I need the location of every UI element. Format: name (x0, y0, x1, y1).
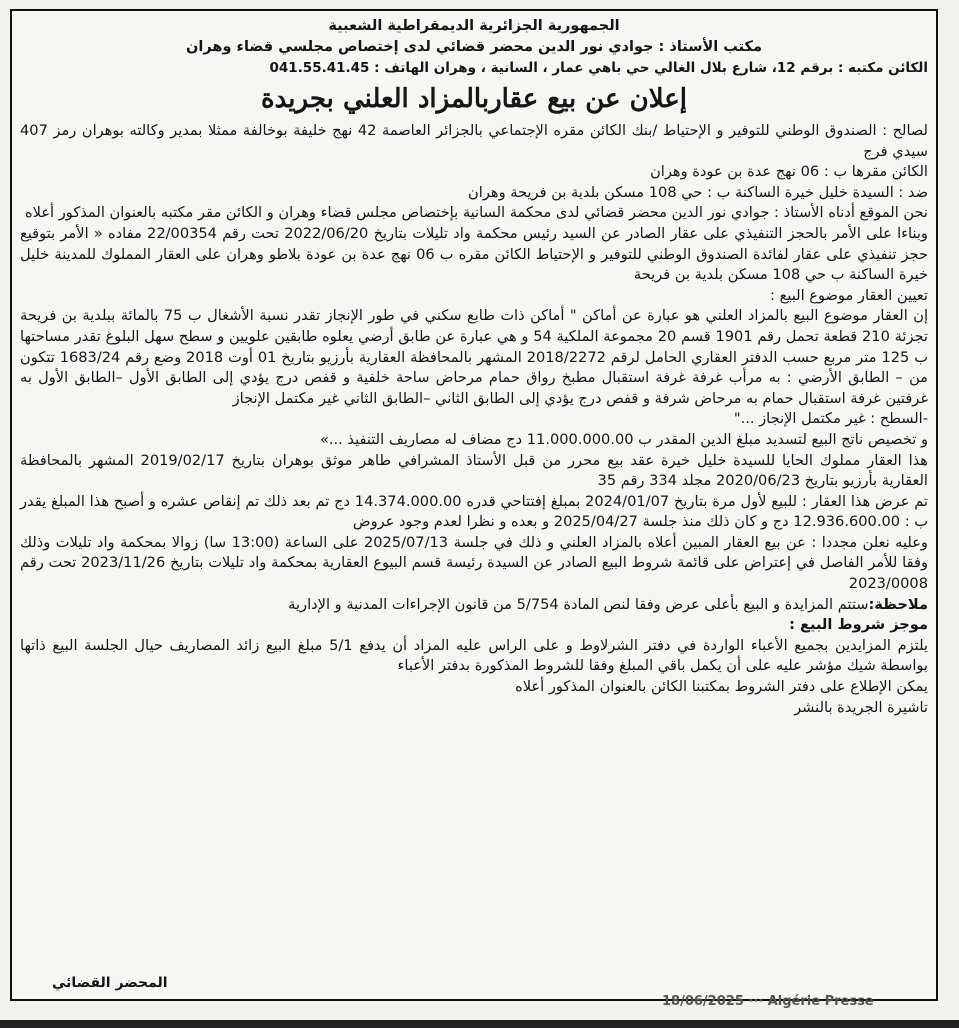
legal-notice (10, 9, 938, 1001)
paragraph-debt: و تخصيص ناتج البيع لتسديد مبلغ الدين المقدر ب 11.000.000.00 دج مضاف له مصاريف التنفيذ ...» (319, 430, 928, 448)
note (20, 595, 928, 616)
condition-visa: تاشيرة الجريدة بالنشر (794, 698, 928, 716)
paragraph-ownership: هذا العقار مملوك الحايا للسيدة خليل خيرة عقد بيع محرر من قبل الأستاذ المشرافي طاهر موثق بوهران بتاريخ 2019/02/17 المشهر بالمحافظة العقارية بأرزيو بتاريخ 2020/06/23 مجلد 334 رقم 35 (20, 451, 928, 490)
paragraph-beneficiary-address: الكائن مقرها ب : 06 نهج عدة بن عودة وهران (650, 163, 928, 181)
paragraph-against: ضد : السيدة خليل خيرة الساكنة ب : حي 108 مسكن بلدية بن فريحة وهران (468, 183, 928, 201)
notice-body (20, 121, 928, 718)
paragraph-new-auction: وعليه نعلن مجددا : عن بيع العقار المبين أعلاه بالمزاد العلني و ذلك في جلسة 2025/07/13 على الساعة (13:00 سا) زوالا بمحكمة واد تليلات وذلك وفقا للأمر الفاصل في إعتراض على قائمة شروط البيع الصادر عن السيدة رئيسة قسم البيوع العقارية بمحكمة واد تليلات بتاريخ 2023/11/26 تحت رقم 2023/0008 (20, 533, 928, 593)
paragraph-property-heading: تعيين العقار موضوع البيع : (770, 286, 928, 304)
notice-title: إعلان عن بيع عقاربالمزاد العلني بجريدة (261, 84, 687, 114)
note-text: ستتم المزايدة و البيع بأعلى عرض وفقا لنص المادة 5/754 من قانون الإجراءات المدنية و الإدارية (288, 595, 869, 613)
paragraph-roof: -السطح : غير مكتمل الإنجاز ..." (733, 410, 928, 428)
footer-stamp: 18/06/2025 ··· Algérie Presse (662, 994, 874, 1009)
paragraph-property-description: إن العقار موضوع البيع بالمزاد العلني هو عبارة عن أماكن " أماكن ذات طابع سكني في طور الإنجاز تقدر نسبة الأشغال ب 75 بالمائة ببلدية بن فريحة تجزئة 210 قطعة تحمل رقم 1901 قسم 20 مجموعة الملكية 54 و هي عبارة عن طابق أرضي يعلوه طابقين علويين و سطح سهل البلوغ تقدر مساحتها ب 125 متر مربع حسب الدفتر العقاري الحامل لرقم 2018/2272 المشهر بالمحافظة العقارية بأرزيو بتاريخ 01 أوت 2018 وضع رقم 1683/24 تتكون من – الطابق الأرضي : به مرأب غرفة غرفة استقبال مطبخ رواق حمام مرحاض ساحة خلفية و قفص درج يؤدي إلى الطابق الأول –الطابق الأول به غرفتين غرفة استقبال حمام به مرحاض شرفة و قفص درج يؤدي إلى الطابق الثاني –الطابق الثاني غير مكتمل الإنجاز (20, 307, 928, 407)
condition-consult: يمكن الإطلاع على دفتر الشروط بمكتبنا الكائن بالعنوان المذكور أعلاه (515, 678, 928, 696)
bottom-rule (0, 1020, 959, 1028)
note-label: ملاحظة: (868, 595, 928, 613)
paragraph-previous-offer: تم عرض هذا العقار : للبيع لأول مرة بتاريخ 2024/01/07 بمبلغ إفتتاحي قدره 14.374.000.00 دج تم بعد ذلك تم إنقاص عشره و أصبح هذا المبلغ يقدر ب : 12.936.600.00 دج و كان ذلك منذ جلسة 2025/04/27 و بعده و نظرا لعدم وجود عروض (20, 492, 928, 531)
header-republic: الجمهورية الجزائرية الديمقراطية الشعبية (328, 18, 620, 34)
signature: المحضر القضائي (52, 975, 168, 991)
condition-payment: يلتزم المزايدين بجميع الأعباء الواردة في دفتر الشرلاوط و على الراس عليه المزاد أن يدفع 5/1 مبلغ البيع زائد المصاريف حيال الجلسة البيع ذاتها بواسطة شيك مؤشر عليه على أن يكمل باقي المبلغ وفقا للشروط المذكورة بدفتر الأعباء (20, 636, 928, 675)
paragraph-beneficiary: لصالح : الصندوق الوطني للتوفير و الإحتياط /بنك الكائن مقره الإجتماعي بالجزائر العاصمة 42 نهج خليفة بوخالفة ممثلا بمدير وكالته بوهران رمز 407 سيدي فرج (20, 122, 929, 160)
paragraph-seizure-order: وبناءا على الأمر بالحجز التنفيذي على عقار الصادر عن السيد رئيس محكمة واد تليلات بتاريخ 2022/06/20 تحت رقم 22/00354 مفاده « الأمر بتوقيع حجز تنفيذي على عقار لفائدة الصندوق الوطني للتوفير و الإحتياط الكائن مقره ب 06 نهج عدة بن عودة بلاطو وهران على العقار المملوك للمدينة خليل خيرة الساكنة ب حي 108 مسكن بلدية بن فريحة (20, 224, 928, 284)
header-address: الكائن مكتبه : برقم 12، شارع بلال الغالي حي باهي عمار ، السانية ، وهران الهاتف : 041.55.41.45 (269, 60, 928, 76)
paragraph-bailiff: نحن الموقع أدناه الأستاذ : جوادي نور الدين محضر قضائي لدى محكمة السانية بإختصاص مجلس قضاء وهران و الكائن مقر مكتبه بالعنوان المذكور أعلاه (24, 204, 928, 222)
header-office: مكتب الأستاذ : جوادي نور الدين محضر قضائي لدى إختصاص مجلسي قضاء وهران (186, 39, 762, 55)
conditions-title: موجز شروط البيع : (789, 616, 928, 634)
